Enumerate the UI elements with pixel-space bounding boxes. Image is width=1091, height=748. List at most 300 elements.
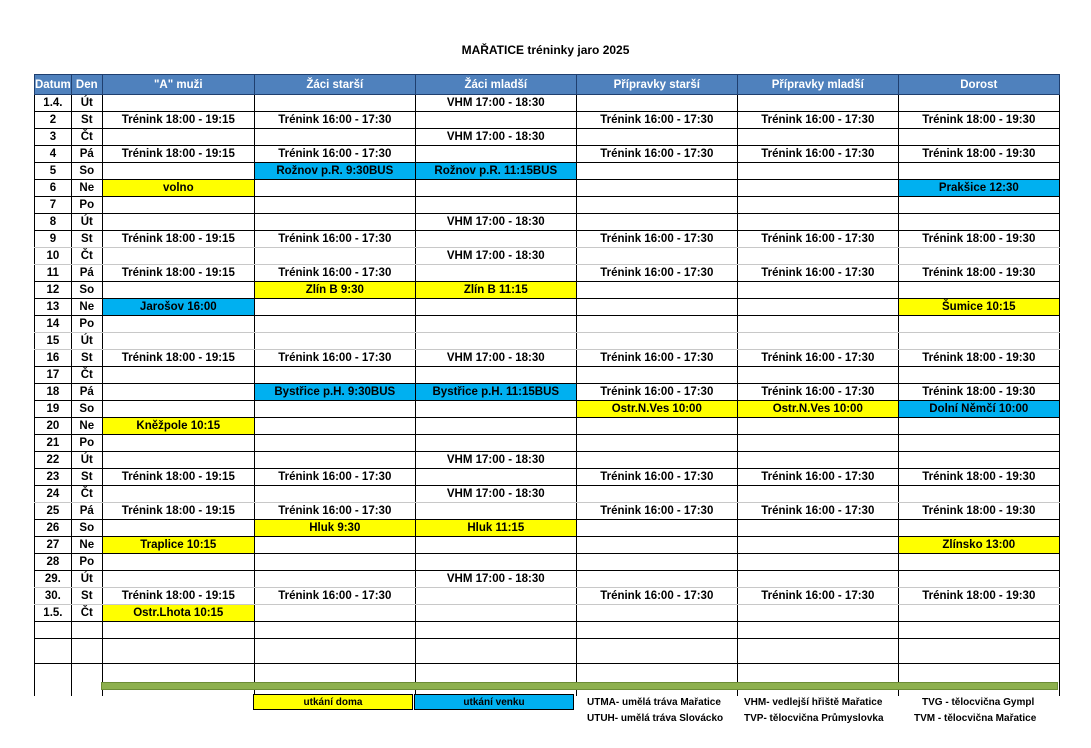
cell-a-muzi xyxy=(102,554,254,571)
cell-pripravky-starsi xyxy=(576,95,737,112)
cell-den: Čt xyxy=(71,605,102,622)
cell-pripravky-starsi xyxy=(576,664,737,697)
table-row xyxy=(35,435,1060,452)
cell-datum: 24 xyxy=(35,486,72,503)
cell-zaci-starsi xyxy=(254,129,415,146)
cell-a-muzi: Jarošov 16:00 xyxy=(102,299,254,316)
cell-a-muzi xyxy=(102,333,254,350)
cell-pripravky-mladsi xyxy=(737,129,898,146)
cell-dorost: Trénink 18:00 - 19:30 xyxy=(898,588,1059,605)
cell-dorost xyxy=(898,197,1059,214)
cell-datum: 8 xyxy=(35,214,72,231)
cell-dorost xyxy=(898,248,1059,265)
cell-pripravky-mladsi: Trénink 16:00 - 17:30 xyxy=(737,588,898,605)
cell-dorost: Trénink 18:00 - 19:30 xyxy=(898,265,1059,282)
cell-zaci-starsi: Trénink 16:00 - 17:30 xyxy=(254,350,415,367)
cell-a-muzi xyxy=(102,384,254,401)
cell-den: So xyxy=(71,282,102,299)
legend-tvg: TVG - tělocvična Gympl xyxy=(922,697,1035,708)
cell-den: Čt xyxy=(71,248,102,265)
schedule-body xyxy=(35,95,1060,697)
cell-pripravky-starsi: Trénink 16:00 - 17:30 xyxy=(576,350,737,367)
cell-a-muzi: volno xyxy=(102,180,254,197)
table-row xyxy=(35,180,1060,197)
cell-zaci-mladsi: Bystřice p.H. 11:15BUS xyxy=(415,384,576,401)
cell-datum: 1.4. xyxy=(35,95,72,112)
cell-datum: 15 xyxy=(35,333,72,350)
cell-a-muzi xyxy=(102,664,254,697)
cell-dorost xyxy=(898,664,1059,697)
cell-datum: 16 xyxy=(35,350,72,367)
cell-zaci-mladsi xyxy=(415,503,576,520)
cell-pripravky-starsi xyxy=(576,367,737,384)
cell-zaci-mladsi xyxy=(415,605,576,622)
cell-zaci-mladsi xyxy=(415,180,576,197)
cell-zaci-starsi: Trénink 16:00 - 17:30 xyxy=(254,265,415,282)
cell-zaci-mladsi xyxy=(415,265,576,282)
table-row xyxy=(35,163,1060,180)
cell-pripravky-starsi xyxy=(576,486,737,503)
cell-dorost xyxy=(898,163,1059,180)
cell-a-muzi xyxy=(102,622,254,639)
cell-den xyxy=(71,664,102,697)
cell-den: Pá xyxy=(71,503,102,520)
cell-pripravky-mladsi xyxy=(737,664,898,697)
cell-a-muzi xyxy=(102,282,254,299)
cell-pripravky-starsi xyxy=(576,197,737,214)
cell-a-muzi xyxy=(102,571,254,588)
cell-a-muzi xyxy=(102,316,254,333)
cell-pripravky-starsi xyxy=(576,537,737,554)
table-row xyxy=(35,622,1060,639)
table-row xyxy=(35,571,1060,588)
cell-zaci-starsi xyxy=(254,95,415,112)
col-header-zaci-mladsi: Žáci mladší xyxy=(415,75,576,95)
cell-a-muzi: Trénink 18:00 - 19:15 xyxy=(102,503,254,520)
cell-datum: 28 xyxy=(35,554,72,571)
cell-den: Út xyxy=(71,452,102,469)
cell-pripravky-mladsi xyxy=(737,180,898,197)
cell-zaci-starsi xyxy=(254,537,415,554)
cell-pripravky-starsi xyxy=(576,435,737,452)
cell-zaci-mladsi xyxy=(415,401,576,418)
cell-zaci-mladsi xyxy=(415,333,576,350)
cell-zaci-starsi: Trénink 16:00 - 17:30 xyxy=(254,469,415,486)
cell-a-muzi xyxy=(102,401,254,418)
cell-pripravky-starsi xyxy=(576,316,737,333)
cell-den: St xyxy=(71,112,102,129)
cell-zaci-mladsi: VHM 17:00 - 18:30 xyxy=(415,95,576,112)
cell-a-muzi xyxy=(102,95,254,112)
cell-datum: 11 xyxy=(35,265,72,282)
cell-zaci-starsi xyxy=(254,180,415,197)
cell-den: Út xyxy=(71,571,102,588)
cell-datum: 10 xyxy=(35,248,72,265)
table-row xyxy=(35,554,1060,571)
cell-a-muzi xyxy=(102,214,254,231)
cell-a-muzi: Trénink 18:00 - 19:15 xyxy=(102,588,254,605)
table-row xyxy=(35,112,1060,129)
cell-dorost xyxy=(898,333,1059,350)
cell-zaci-mladsi: VHM 17:00 - 18:30 xyxy=(415,129,576,146)
cell-datum: 30. xyxy=(35,588,72,605)
cell-pripravky-starsi: Trénink 16:00 - 17:30 xyxy=(576,146,737,163)
cell-pripravky-mladsi xyxy=(737,418,898,435)
cell-den: St xyxy=(71,588,102,605)
cell-zaci-starsi: Zlín B 9:30 xyxy=(254,282,415,299)
cell-pripravky-mladsi xyxy=(737,622,898,639)
col-header-datum: Datum xyxy=(35,75,72,95)
cell-pripravky-starsi: Trénink 16:00 - 17:30 xyxy=(576,503,737,520)
cell-zaci-starsi xyxy=(254,197,415,214)
cell-den: Ne xyxy=(71,180,102,197)
table-row xyxy=(35,146,1060,163)
cell-pripravky-mladsi xyxy=(737,554,898,571)
cell-pripravky-starsi: Trénink 16:00 - 17:30 xyxy=(576,384,737,401)
legend-utuh: UTUH- umělá tráva Slovácko xyxy=(587,713,724,724)
cell-pripravky-mladsi xyxy=(737,163,898,180)
cell-den: Čt xyxy=(71,129,102,146)
cell-pripravky-starsi: Trénink 16:00 - 17:30 xyxy=(576,588,737,605)
cell-pripravky-starsi xyxy=(576,129,737,146)
table-row xyxy=(35,350,1060,367)
cell-pripravky-mladsi xyxy=(737,520,898,537)
cell-dorost xyxy=(898,282,1059,299)
cell-datum: 20 xyxy=(35,418,72,435)
cell-dorost: Trénink 18:00 - 19:30 xyxy=(898,231,1059,248)
cell-dorost xyxy=(898,214,1059,231)
cell-datum: 3 xyxy=(35,129,72,146)
cell-zaci-mladsi xyxy=(415,435,576,452)
cell-pripravky-starsi xyxy=(576,333,737,350)
cell-pripravky-starsi xyxy=(576,639,737,664)
cell-pripravky-mladsi xyxy=(737,197,898,214)
cell-pripravky-mladsi: Trénink 16:00 - 17:30 xyxy=(737,112,898,129)
cell-zaci-starsi xyxy=(254,333,415,350)
cell-zaci-mladsi: Hluk 11:15 xyxy=(415,520,576,537)
cell-datum: 7 xyxy=(35,197,72,214)
legend-away-box: utkání venku xyxy=(414,694,574,710)
cell-zaci-mladsi xyxy=(415,537,576,554)
table-row xyxy=(35,197,1060,214)
cell-pripravky-starsi xyxy=(576,554,737,571)
cell-dorost xyxy=(898,554,1059,571)
table-row xyxy=(35,367,1060,384)
cell-a-muzi: Trénink 18:00 - 19:15 xyxy=(102,146,254,163)
table-row xyxy=(35,248,1060,265)
cell-datum: 6 xyxy=(35,180,72,197)
table-row xyxy=(35,316,1060,333)
cell-pripravky-mladsi xyxy=(737,435,898,452)
cell-a-muzi: Trénink 18:00 - 19:15 xyxy=(102,350,254,367)
cell-zaci-mladsi: VHM 17:00 - 18:30 xyxy=(415,571,576,588)
cell-dorost xyxy=(898,129,1059,146)
cell-zaci-starsi xyxy=(254,248,415,265)
cell-dorost xyxy=(898,605,1059,622)
cell-datum: 1.5. xyxy=(35,605,72,622)
cell-den: Út xyxy=(71,333,102,350)
cell-zaci-mladsi xyxy=(415,367,576,384)
cell-a-muzi xyxy=(102,163,254,180)
cell-dorost xyxy=(898,639,1059,664)
cell-dorost xyxy=(898,452,1059,469)
cell-datum: 2 xyxy=(35,112,72,129)
col-header-dorost: Dorost xyxy=(898,75,1059,95)
cell-datum xyxy=(35,664,72,697)
col-header-pripravky-starsi: Přípravky starší xyxy=(576,75,737,95)
cell-dorost xyxy=(898,316,1059,333)
cell-datum: 4 xyxy=(35,146,72,163)
cell-zaci-starsi xyxy=(254,571,415,588)
cell-pripravky-starsi xyxy=(576,299,737,316)
cell-zaci-starsi: Trénink 16:00 - 17:30 xyxy=(254,112,415,129)
cell-pripravky-starsi xyxy=(576,163,737,180)
cell-dorost: Trénink 18:00 - 19:30 xyxy=(898,350,1059,367)
cell-a-muzi xyxy=(102,435,254,452)
cell-den xyxy=(71,622,102,639)
cell-a-muzi: Trénink 18:00 - 19:15 xyxy=(102,231,254,248)
cell-zaci-starsi: Trénink 16:00 - 17:30 xyxy=(254,503,415,520)
table-row xyxy=(35,299,1060,316)
cell-zaci-mladsi xyxy=(415,299,576,316)
cell-den: Ne xyxy=(71,418,102,435)
cell-pripravky-mladsi xyxy=(737,214,898,231)
cell-a-muzi xyxy=(102,197,254,214)
cell-pripravky-mladsi xyxy=(737,248,898,265)
cell-zaci-mladsi xyxy=(415,639,576,664)
cell-pripravky-mladsi: Trénink 16:00 - 17:30 xyxy=(737,146,898,163)
cell-dorost xyxy=(898,435,1059,452)
table-row xyxy=(35,588,1060,605)
cell-pripravky-starsi xyxy=(576,605,737,622)
cell-den: So xyxy=(71,401,102,418)
cell-zaci-mladsi xyxy=(415,231,576,248)
table-row xyxy=(35,214,1060,231)
table-row xyxy=(35,503,1060,520)
cell-zaci-starsi xyxy=(254,401,415,418)
col-header-den: Den xyxy=(71,75,102,95)
cell-zaci-starsi xyxy=(254,554,415,571)
cell-den: Čt xyxy=(71,486,102,503)
cell-zaci-mladsi: VHM 17:00 - 18:30 xyxy=(415,248,576,265)
table-row xyxy=(35,605,1060,622)
cell-pripravky-mladsi xyxy=(737,537,898,554)
cell-zaci-mladsi: Rožnov p.R. 11:15BUS xyxy=(415,163,576,180)
legend-tvm: TVM - tělocvična Mařatice xyxy=(914,713,1037,724)
cell-datum: 5 xyxy=(35,163,72,180)
legend-vhm: VHM- vedlejší hřiště Mařatice xyxy=(744,697,883,708)
cell-datum: 29. xyxy=(35,571,72,588)
cell-dorost: Trénink 18:00 - 19:30 xyxy=(898,112,1059,129)
cell-dorost: Prakšice 12:30 xyxy=(898,180,1059,197)
cell-pripravky-starsi xyxy=(576,418,737,435)
cell-zaci-mladsi xyxy=(415,588,576,605)
cell-pripravky-mladsi xyxy=(737,95,898,112)
cell-pripravky-starsi xyxy=(576,452,737,469)
cell-datum: 14 xyxy=(35,316,72,333)
legend-divider-bar xyxy=(101,682,1058,690)
table-row xyxy=(35,486,1060,503)
cell-dorost: Zlínsko 13:00 xyxy=(898,537,1059,554)
table-row xyxy=(35,265,1060,282)
cell-den: Pá xyxy=(71,265,102,282)
cell-pripravky-starsi: Ostr.N.Ves 10:00 xyxy=(576,401,737,418)
cell-pripravky-mladsi: Trénink 16:00 - 17:30 xyxy=(737,350,898,367)
cell-datum: 22 xyxy=(35,452,72,469)
col-header-a-muzi: "A" muži xyxy=(102,75,254,95)
cell-zaci-starsi: Trénink 16:00 - 17:30 xyxy=(254,588,415,605)
table-row xyxy=(35,401,1060,418)
cell-pripravky-mladsi xyxy=(737,367,898,384)
cell-datum: 19 xyxy=(35,401,72,418)
legend-utma: UTMA- umělá tráva Mařatice xyxy=(587,697,721,708)
cell-pripravky-starsi xyxy=(576,571,737,588)
cell-a-muzi: Trénink 18:00 - 19:15 xyxy=(102,265,254,282)
cell-pripravky-starsi: Trénink 16:00 - 17:30 xyxy=(576,469,737,486)
cell-den: So xyxy=(71,163,102,180)
col-header-zaci-starsi: Žáci starší xyxy=(254,75,415,95)
cell-zaci-starsi: Hluk 9:30 xyxy=(254,520,415,537)
cell-pripravky-mladsi xyxy=(737,299,898,316)
table-row xyxy=(35,282,1060,299)
cell-zaci-mladsi xyxy=(415,622,576,639)
cell-pripravky-mladsi xyxy=(737,282,898,299)
schedule-table xyxy=(34,74,1060,696)
cell-zaci-starsi xyxy=(254,639,415,664)
cell-den: Út xyxy=(71,214,102,231)
cell-dorost: Šumice 10:15 xyxy=(898,299,1059,316)
cell-zaci-starsi xyxy=(254,418,415,435)
cell-den: Pá xyxy=(71,146,102,163)
table-row xyxy=(35,537,1060,554)
cell-datum xyxy=(35,622,72,639)
cell-zaci-mladsi xyxy=(415,112,576,129)
cell-dorost: Trénink 18:00 - 19:30 xyxy=(898,469,1059,486)
cell-zaci-starsi xyxy=(254,316,415,333)
cell-zaci-mladsi xyxy=(415,554,576,571)
table-row xyxy=(35,384,1060,401)
cell-datum: 18 xyxy=(35,384,72,401)
cell-a-muzi xyxy=(102,367,254,384)
cell-dorost xyxy=(898,520,1059,537)
cell-datum: 17 xyxy=(35,367,72,384)
cell-zaci-starsi: Bystřice p.H. 9:30BUS xyxy=(254,384,415,401)
cell-pripravky-mladsi: Trénink 16:00 - 17:30 xyxy=(737,469,898,486)
cell-a-muzi xyxy=(102,520,254,537)
cell-pripravky-mladsi: Trénink 16:00 - 17:30 xyxy=(737,231,898,248)
cell-datum: 23 xyxy=(35,469,72,486)
cell-datum: 26 xyxy=(35,520,72,537)
cell-zaci-starsi xyxy=(254,367,415,384)
table-row xyxy=(35,452,1060,469)
cell-pripravky-starsi: Trénink 16:00 - 17:30 xyxy=(576,231,737,248)
page-title: MAŘATICE tréninky jaro 2025 xyxy=(461,43,630,57)
cell-zaci-mladsi xyxy=(415,316,576,333)
table-row xyxy=(35,95,1060,112)
cell-pripravky-mladsi: Trénink 16:00 - 17:30 xyxy=(737,265,898,282)
cell-dorost xyxy=(898,418,1059,435)
cell-dorost: Trénink 18:00 - 19:30 xyxy=(898,503,1059,520)
table-row xyxy=(35,639,1060,664)
cell-zaci-mladsi xyxy=(415,146,576,163)
table-row xyxy=(35,333,1060,350)
cell-zaci-starsi xyxy=(254,435,415,452)
cell-a-muzi xyxy=(102,486,254,503)
legend-tvp: TVP- tělocvična Průmyslovka xyxy=(744,713,884,724)
cell-a-muzi: Trénink 18:00 - 19:15 xyxy=(102,469,254,486)
cell-pripravky-starsi: Trénink 16:00 - 17:30 xyxy=(576,265,737,282)
cell-pripravky-mladsi xyxy=(737,639,898,664)
cell-dorost: Trénink 18:00 - 19:30 xyxy=(898,146,1059,163)
cell-pripravky-mladsi xyxy=(737,486,898,503)
cell-a-muzi xyxy=(102,129,254,146)
table-row xyxy=(35,129,1060,146)
table-row xyxy=(35,664,1060,697)
cell-zaci-mladsi xyxy=(415,197,576,214)
cell-den: St xyxy=(71,469,102,486)
cell-dorost xyxy=(898,622,1059,639)
header-row xyxy=(35,75,1060,95)
cell-den: Pá xyxy=(71,384,102,401)
cell-den: So xyxy=(71,520,102,537)
cell-den: Čt xyxy=(71,367,102,384)
cell-den: Po xyxy=(71,197,102,214)
cell-den: Ne xyxy=(71,537,102,554)
cell-a-muzi xyxy=(102,248,254,265)
cell-zaci-starsi xyxy=(254,605,415,622)
cell-zaci-starsi xyxy=(254,214,415,231)
cell-dorost xyxy=(898,95,1059,112)
cell-zaci-starsi xyxy=(254,486,415,503)
cell-dorost xyxy=(898,571,1059,588)
cell-pripravky-mladsi: Ostr.N.Ves 10:00 xyxy=(737,401,898,418)
cell-datum: 12 xyxy=(35,282,72,299)
cell-pripravky-mladsi: Trénink 16:00 - 17:30 xyxy=(737,384,898,401)
cell-den xyxy=(71,639,102,664)
cell-a-muzi: Traplice 10:15 xyxy=(102,537,254,554)
cell-zaci-starsi xyxy=(254,664,415,697)
col-header-pripravky-mladsi: Přípravky mladší xyxy=(737,75,898,95)
cell-zaci-mladsi: VHM 17:00 - 18:30 xyxy=(415,486,576,503)
cell-den: Ne xyxy=(71,299,102,316)
cell-dorost: Trénink 18:00 - 19:30 xyxy=(898,384,1059,401)
cell-zaci-mladsi xyxy=(415,418,576,435)
cell-pripravky-mladsi xyxy=(737,316,898,333)
cell-dorost xyxy=(898,367,1059,384)
cell-den: St xyxy=(71,231,102,248)
cell-zaci-starsi: Trénink 16:00 - 17:30 xyxy=(254,146,415,163)
cell-a-muzi: Ostr.Lhota 10:15 xyxy=(102,605,254,622)
cell-a-muzi xyxy=(102,639,254,664)
cell-a-muzi xyxy=(102,452,254,469)
cell-zaci-starsi xyxy=(254,299,415,316)
cell-zaci-starsi: Rožnov p.R. 9:30BUS xyxy=(254,163,415,180)
cell-pripravky-starsi: Trénink 16:00 - 17:30 xyxy=(576,112,737,129)
cell-a-muzi: Kněžpole 10:15 xyxy=(102,418,254,435)
cell-dorost: Dolní Němčí 10:00 xyxy=(898,401,1059,418)
cell-zaci-mladsi: Zlín B 11:15 xyxy=(415,282,576,299)
cell-den: Út xyxy=(71,95,102,112)
cell-pripravky-mladsi xyxy=(737,605,898,622)
cell-pripravky-mladsi: Trénink 16:00 - 17:30 xyxy=(737,503,898,520)
cell-datum xyxy=(35,639,72,664)
legend-home-box: utkání doma xyxy=(253,694,413,710)
cell-datum: 21 xyxy=(35,435,72,452)
cell-pripravky-starsi xyxy=(576,520,737,537)
table-row xyxy=(35,520,1060,537)
cell-datum: 27 xyxy=(35,537,72,554)
table-row xyxy=(35,231,1060,248)
